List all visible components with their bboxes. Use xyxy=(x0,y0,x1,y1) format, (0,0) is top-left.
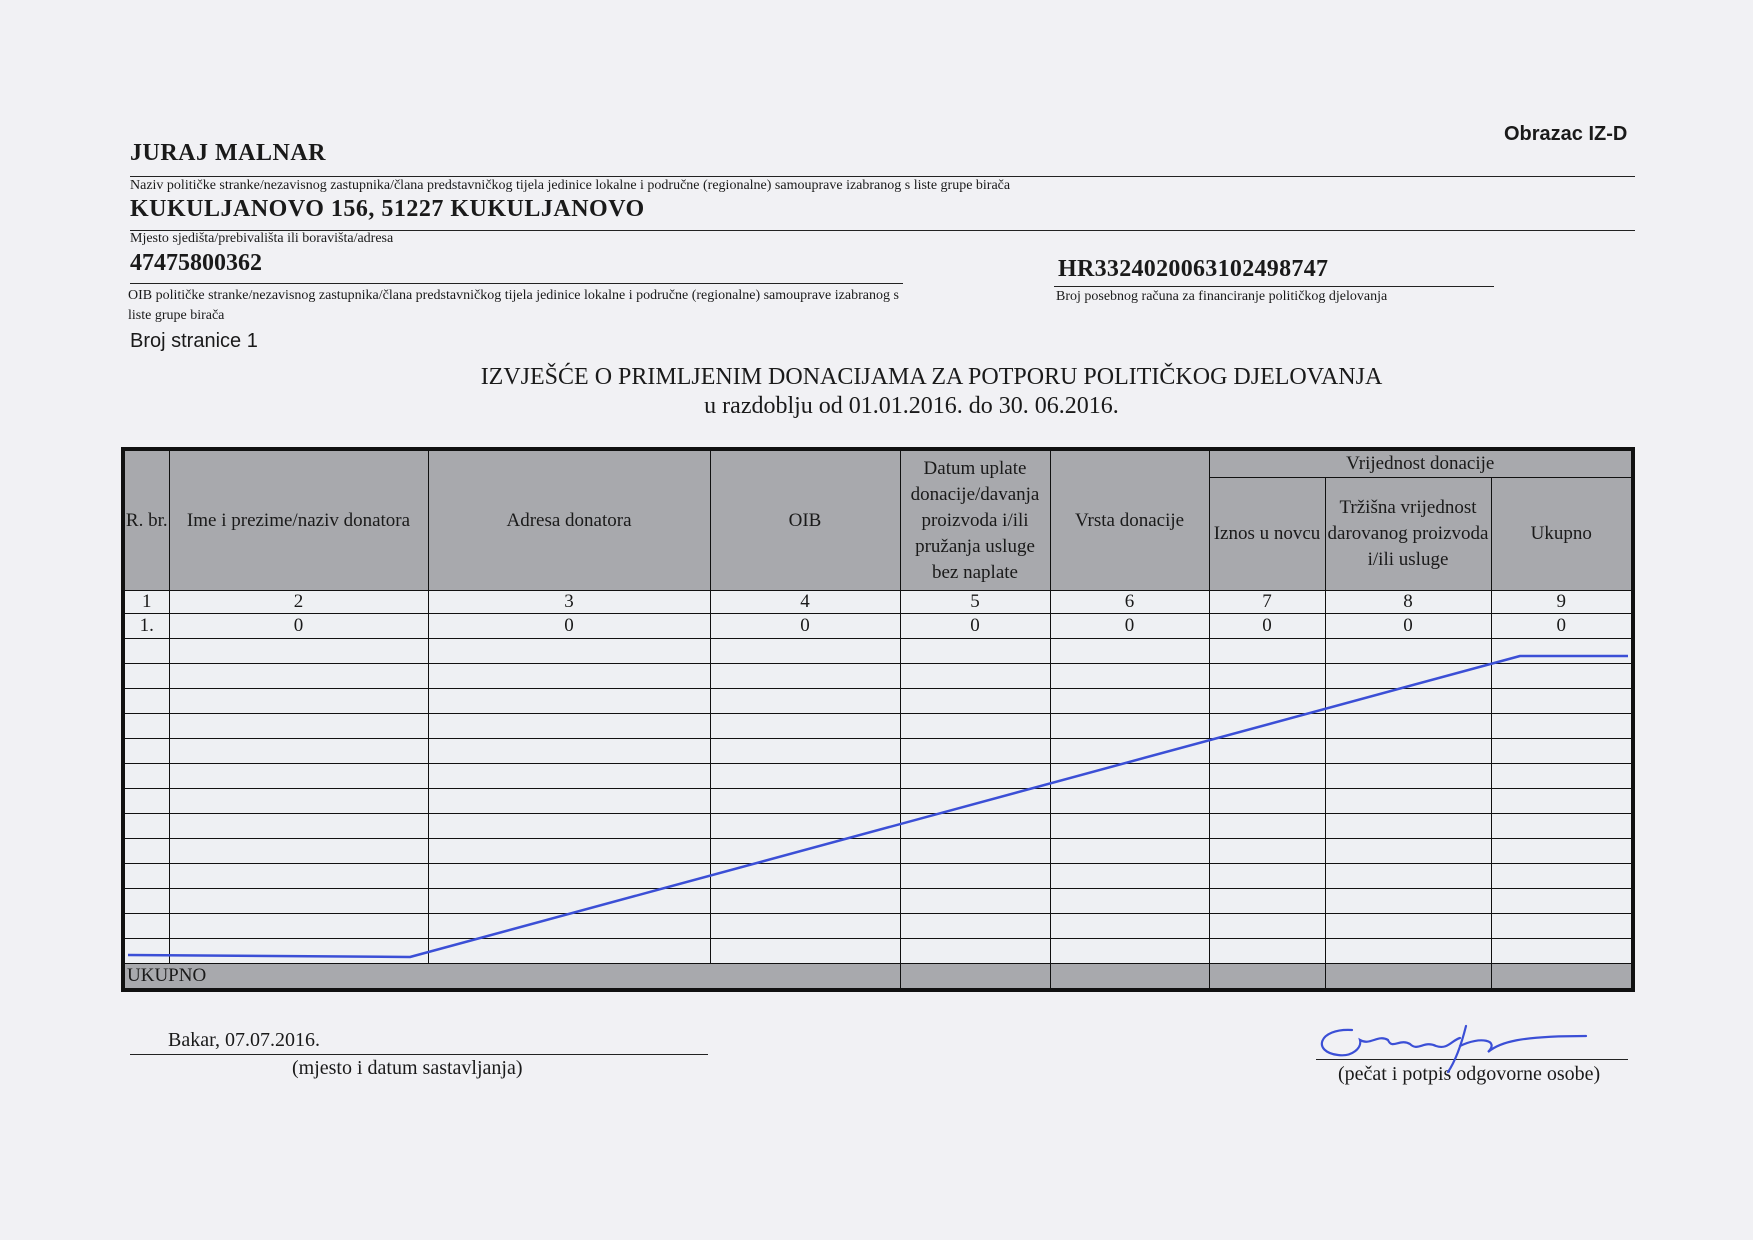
divider xyxy=(130,176,1635,177)
empty-row xyxy=(123,814,1633,839)
column-number: 6 xyxy=(1050,591,1209,614)
empty-row xyxy=(123,689,1633,714)
empty-row xyxy=(123,789,1633,814)
empty-row xyxy=(123,939,1633,964)
empty-row xyxy=(123,739,1633,764)
column-number: 1 xyxy=(123,591,169,614)
page-number: Broj stranice 1 xyxy=(130,330,258,352)
report-period: u razdoblju od 01.01.2016. do 30. 06.2016. xyxy=(704,393,1119,419)
entity-oib: 47475800362 xyxy=(130,250,262,276)
column-number: 7 xyxy=(1209,591,1325,614)
column-number: 3 xyxy=(428,591,710,614)
header-donation-type: Vrsta donacije xyxy=(1050,449,1209,591)
empty-row xyxy=(123,714,1633,739)
header-total: Ukupno xyxy=(1491,478,1633,591)
column-number: 5 xyxy=(900,591,1050,614)
row-cash-amount: 0 xyxy=(1209,614,1325,639)
header-cash-amount: Iznos u novcu xyxy=(1209,478,1325,591)
empty-row xyxy=(123,914,1633,939)
row-donor-address: 0 xyxy=(428,614,710,639)
column-number: 8 xyxy=(1325,591,1491,614)
divider xyxy=(130,1054,708,1055)
header-oib: OIB xyxy=(710,449,900,591)
header-donation-value-group: Vrijednost donacije xyxy=(1209,449,1633,478)
signature-caption: (pečat i potpis odgovorne osobe) xyxy=(1338,1063,1601,1085)
column-number: 4 xyxy=(710,591,900,614)
row-donation-type: 0 xyxy=(1050,614,1209,639)
entity-oib-caption: OIB političke stranke/nezavisnog zastupnika/člana predstavničkog tijela jedinice lokalne i područne (regionalne) samouprave izabranog s liste grupe birača xyxy=(128,288,899,323)
report-title: IZVJEŠĆE O PRIMLJENIM DONACIJAMA ZA POTPORU POLITIČKOG DJELOVANJA xyxy=(480,364,1383,390)
row-payment-date: 0 xyxy=(900,614,1050,639)
row-total: 0 xyxy=(1491,614,1633,639)
column-number: 9 xyxy=(1491,591,1633,614)
account-number-caption: Broj posebnog računa za financiranje političkog djelovanja xyxy=(1056,289,1388,304)
entity-address: KUKULJANOVO 156, 51227 KUKULJANOVO xyxy=(130,196,645,222)
header-market-value: Tržišna vrijednost darovanog proizvoda i/ili usluge xyxy=(1325,478,1491,591)
form-code: Obrazac IZ-D xyxy=(1504,123,1628,145)
divider xyxy=(130,283,903,284)
empty-row xyxy=(123,664,1633,689)
account-number: HR3324020063102498747 xyxy=(1058,256,1329,282)
row-market-value: 0 xyxy=(1325,614,1491,639)
total-row xyxy=(123,964,1633,991)
row-rbr: 1. xyxy=(123,614,169,639)
total-label: UKUPNO xyxy=(123,964,900,991)
header-payment-date: Datum uplate donacije/davanja proizvoda i/ili pružanja usluge bez naplate xyxy=(900,449,1050,591)
header-rbr: R. br. xyxy=(123,449,169,591)
empty-row xyxy=(123,864,1633,889)
empty-row xyxy=(123,639,1633,664)
empty-row xyxy=(123,764,1633,789)
row-oib: 0 xyxy=(710,614,900,639)
column-number: 2 xyxy=(169,591,428,614)
divider xyxy=(1054,286,1494,287)
donations-table xyxy=(121,447,1635,992)
place-date: Bakar, 07.07.2016. xyxy=(168,1029,320,1051)
entity-address-caption: Mjesto sjedišta/prebivališta ili boravišta/adresa xyxy=(130,231,394,246)
header-donor-name: Ime i prezime/naziv donatora xyxy=(169,449,428,591)
header-donor-address: Adresa donatora xyxy=(428,449,710,591)
row-donor-name: 0 xyxy=(169,614,428,639)
place-date-caption: (mjesto i datum sastavljanja) xyxy=(292,1057,523,1079)
entity-name-caption: Naziv političke stranke/nezavisnog zastupnika/člana predstavničkog tijela jedinice lokalne i područne (regionalne) samouprave izabranog s liste grupe birača xyxy=(130,178,1011,193)
divider xyxy=(1316,1059,1628,1060)
empty-row xyxy=(123,839,1633,864)
entity-name: JURAJ MALNAR xyxy=(130,140,326,166)
empty-row xyxy=(123,889,1633,914)
table-row xyxy=(123,614,1633,639)
